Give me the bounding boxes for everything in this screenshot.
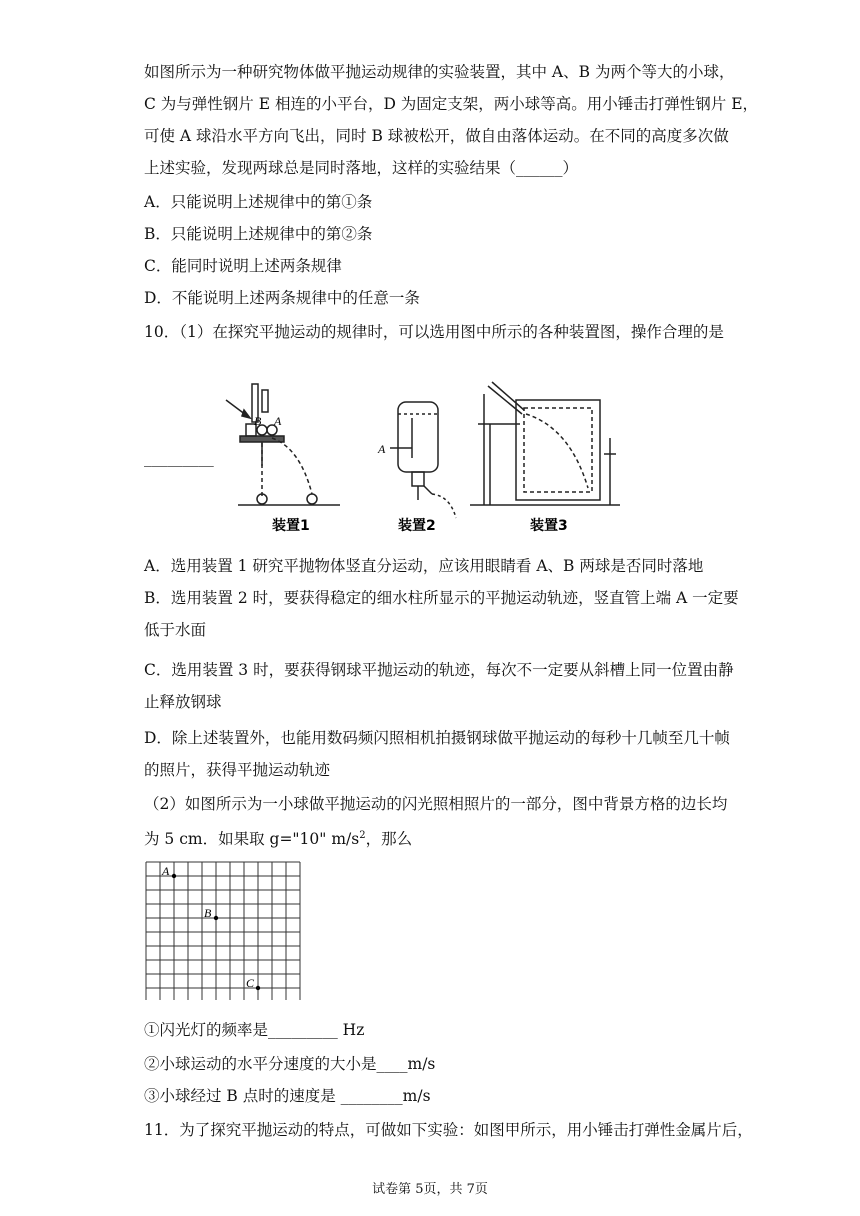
apparatus-2 [390, 402, 456, 518]
q10-option-d-line2: 的照片，获得平抛运动轨迹 [144, 761, 331, 779]
grid-point-label-b: B [204, 906, 212, 920]
grid-point-b [214, 916, 218, 920]
apparatus-2-letter-a: A [378, 442, 386, 456]
q10-option-c-line2: 止释放钢球 [144, 693, 222, 711]
q10-part2-line2 [144, 826, 412, 849]
apparatus-1-letter-b: B [254, 414, 262, 428]
q9-option-d: D．不能说明上述两条规律中的任意一条 [144, 289, 420, 307]
q10-option-c-line1: C．选用装置 3 时，要获得钢球平抛运动的轨迹，每次不一定要从斜槽上同一位置由静 [144, 661, 734, 679]
apparatus-figure [220, 378, 640, 538]
q10-answer-blank: _________ [144, 449, 214, 467]
apparatus-label-2: 装置2 [398, 518, 436, 534]
page-footer: 试卷第 5页，共 7页 [372, 1182, 488, 1197]
q10-blank-velocity-b: ③小球经过 B 点时的速度是 ________m/s [144, 1087, 431, 1105]
apparatus-label-1: 装置1 [272, 518, 310, 534]
grid-point-c [256, 986, 260, 990]
q9-line-4: 上述实验，发现两球总是同时落地，这样的实验结果（______） [144, 159, 579, 177]
apparatus-3 [470, 382, 620, 505]
grid-point-a [172, 874, 176, 878]
q10-option-a: A．选用装置 1 研究平抛物体竖直分运动，应该用眼睛看 A、B 两球是否同时落地 [144, 557, 704, 575]
apparatus-1 [226, 384, 340, 505]
q10-option-b-line1: B．选用装置 2 时，要获得稳定的细水柱所显示的平抛运动轨迹，竖直管上端 A 一定要 [144, 589, 739, 607]
q9-line-3: 可使 A 球沿水平方向飞出，同时 B 球被松开，做自由落体运动。在不同的高度多次做 [144, 127, 729, 145]
q10-part2-suffix: ，那么 [365, 830, 413, 849]
flash-photo-grid [144, 860, 304, 1000]
q9-line-1: 如图所示为一种研究物体做平抛运动规律的实验装置，其中 A、B 为两个等大的小球， [144, 63, 735, 81]
q9-line-2: C 为与弹性钢片 E 相连的小平台，D 为固定支架，两小球等高。用小锤击打弹性钢片 E， [144, 95, 759, 113]
q9-option-b: B．只能说明上述规律中的第②条 [144, 225, 373, 243]
q10-part2-text: 为 5 cm．如果取 g="10" m/s [144, 830, 360, 849]
apparatus-1-letter-a: A [274, 414, 282, 428]
q10-option-b-line2: 低于水面 [144, 621, 207, 639]
q9-option-c: C．能同时说明上述两条规律 [144, 257, 342, 275]
q10-blank-frequency: ①闪光灯的频率是_________ Hz [144, 1021, 365, 1039]
grid-point-label-c: C [246, 976, 255, 990]
unit-exponent: 2 [359, 830, 366, 841]
q11-stem: 11．为了探究平抛运动的特点，可做如下实验：如图甲所示，用小锤击打弹性金属片后， [144, 1121, 753, 1139]
apparatus-label-3: 装置3 [530, 518, 568, 534]
q10-part2-line1: （2）如图所示为一小球做平抛运动的闪光照相照片的一部分，图中背景方格的边长均 [144, 795, 728, 813]
grid-point-label-a: A [162, 864, 170, 878]
q9-option-a: A．只能说明上述规律中的第①条 [144, 193, 373, 211]
q10-stem: 10．（1）在探究平抛运动的规律时，可以选用图中所示的各种装置图，操作合理的是 [144, 323, 724, 341]
q10-blank-horizontal-velocity: ②小球运动的水平分速度的大小是____m/s [144, 1055, 436, 1073]
q10-option-d-line1: D．除上述装置外，也能用数码频闪照相机拍摄钢球做平抛运动的每秒十几帧至几十帧 [144, 729, 730, 747]
